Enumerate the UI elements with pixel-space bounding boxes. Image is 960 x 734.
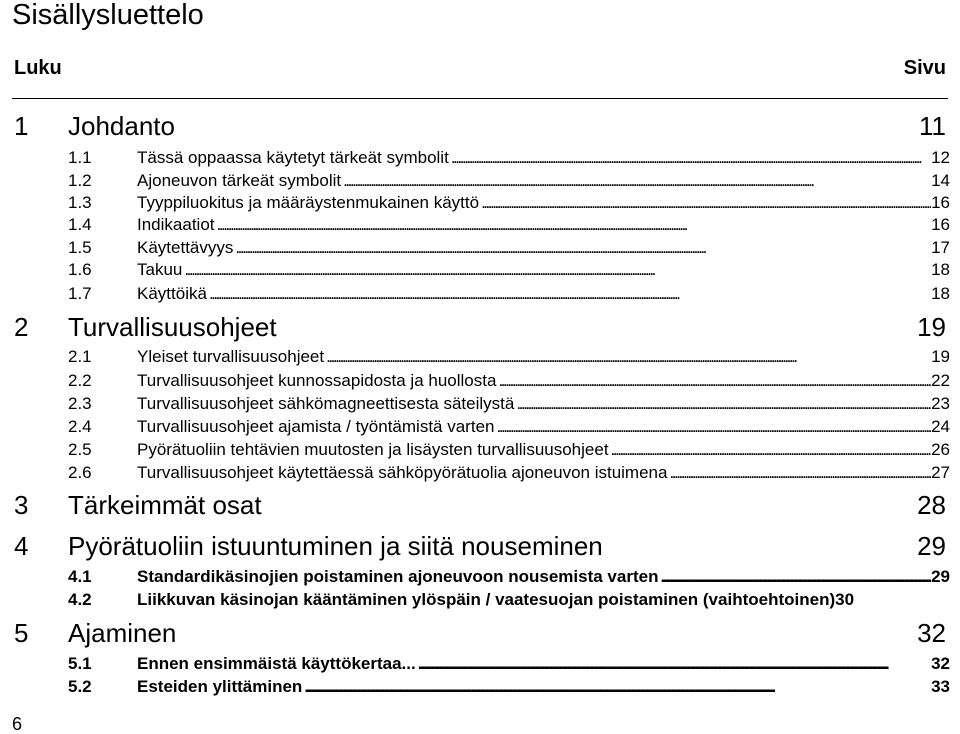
dot-leader [217, 214, 932, 236]
entry-number: 1.2 [68, 171, 92, 190]
entry-page: 27 [931, 463, 950, 482]
entry-number: 4.2 [68, 590, 92, 609]
entry-page: 23 [931, 394, 950, 413]
toc-entry[interactable] [68, 416, 950, 438]
toc-entry[interactable] [68, 170, 950, 192]
entry-number: 1.1 [68, 148, 92, 167]
toc-entry[interactable] [68, 370, 950, 392]
chapter-number: 5 [14, 618, 29, 648]
chapter-title: Turvallisuusohjeet [68, 312, 277, 342]
entry-title: Käytettävyys [137, 238, 234, 257]
page-title: Sisällysluettelo [12, 0, 204, 31]
dot-leader [496, 416, 931, 438]
dot-leader [304, 676, 931, 698]
entry-title: Turvallisuusohjeet ajamista / työntämistä varten [137, 417, 495, 436]
chapter-page: 32 [917, 618, 946, 648]
toc-entry[interactable] [68, 214, 950, 236]
dot-leader [451, 147, 931, 169]
entry-number: 2.2 [68, 371, 92, 390]
toc-entry[interactable] [68, 237, 950, 259]
chapter-number: 3 [14, 490, 29, 520]
entry-title: Ennen ensimmäistä käyttökertaa... [137, 654, 416, 673]
entry-title: Turvallisuusohjeet sähkömagneettisesta säteilystä [137, 394, 515, 413]
entry-title: Käyttöikä [137, 284, 207, 303]
entry-page: 18 [931, 260, 950, 279]
entry-number: 5.1 [68, 654, 92, 673]
entry-title: Esteiden ylittäminen [137, 677, 303, 696]
column-header-page: Sivu [903, 57, 946, 79]
entry-number: 5.2 [68, 677, 92, 696]
chapter-page: 29 [917, 531, 946, 561]
entry-page: 18 [931, 284, 950, 303]
chapter-number: 4 [14, 531, 29, 561]
entry-number: 1.3 [68, 193, 92, 212]
toc-entry[interactable] [68, 462, 950, 484]
entry-title: Pyörätuoliin tehtävien muutosten ja lisäysten turvallisuusohjeet [137, 440, 609, 459]
entry-page: 26 [931, 440, 950, 459]
chapter-page: 28 [917, 490, 946, 520]
dot-leader [611, 439, 932, 461]
dot-leader [235, 237, 931, 259]
entry-title: Liikkuvan käsinojan kääntäminen ylöspäin / vaatesuojan poistaminen (vaihtoehtoinen) [137, 590, 836, 609]
dot-leader [209, 283, 931, 305]
entry-page: 16 [931, 215, 950, 234]
toc-entry[interactable] [68, 439, 950, 461]
entry-page: 24 [931, 417, 950, 436]
entry-number: 2.6 [68, 463, 92, 482]
header-divider [12, 98, 948, 99]
entry-title: Standardikäsinojien poistaminen ajoneuvoon nousemista varten [137, 567, 659, 586]
toc-entry[interactable] [68, 589, 950, 611]
entry-title: Turvallisuusohjeet kunnossapidosta ja huollosta [137, 371, 497, 390]
entry-page: 29 [931, 567, 950, 586]
entry-number: 2.1 [68, 347, 92, 366]
chapter-title: Ajaminen [68, 618, 177, 648]
chapter-page: 19 [917, 312, 946, 342]
dot-leader [669, 462, 931, 484]
dot-leader [481, 192, 931, 214]
column-header-chapter: Luku [14, 57, 62, 79]
entry-title: Turvallisuusohjeet käytettäessä sähköpyörätuolia ajoneuvon istuimena [137, 463, 668, 482]
toc-entry[interactable] [68, 283, 950, 305]
entry-page: 30 [835, 590, 855, 609]
toc-entry[interactable] [68, 259, 950, 281]
toc-entry[interactable] [68, 192, 950, 214]
chapter-page: 11 [919, 111, 946, 141]
chapter-title: Pyörätuoliin istuuntuminen ja siitä nouseminen [68, 531, 603, 561]
entry-title: Takuu [137, 260, 183, 279]
entry-number: 2.5 [68, 440, 92, 459]
entry-page: 12 [931, 148, 950, 167]
entry-page: 17 [931, 238, 950, 257]
entry-title: Indikaatiot [137, 215, 215, 234]
entry-number: 4.1 [68, 567, 92, 586]
toc-entry[interactable] [68, 393, 950, 415]
entry-page: 32 [931, 654, 950, 673]
entry-title: Ajoneuvon tärkeät symbolit [137, 171, 342, 190]
entry-page: 33 [931, 677, 950, 696]
chapter-number: 1 [14, 111, 29, 141]
entry-page: 19 [931, 347, 950, 366]
chapter-title: Johdanto [68, 111, 175, 141]
toc-entry[interactable] [68, 653, 950, 675]
entry-title: Tyyppiluokitus ja määräystenmukainen käyttö [137, 193, 480, 212]
toc-entry[interactable] [68, 566, 950, 588]
chapter-title: Tärkeimmät osat [68, 490, 262, 520]
entry-title: Yleiset turvallisuusohjeet [137, 347, 325, 366]
entry-title: Tässä oppaassa käytetyt tärkeät symbolit [137, 148, 449, 167]
page-number: 6 [12, 714, 23, 734]
dot-leader [498, 370, 931, 392]
toc-entry[interactable] [68, 346, 950, 368]
dot-leader [184, 259, 931, 281]
entry-page: 14 [931, 171, 950, 190]
entry-number: 1.5 [68, 238, 92, 257]
dot-leader [660, 566, 931, 588]
entry-page: 16 [931, 193, 950, 212]
entry-number: 1.4 [68, 215, 92, 234]
entry-number: 2.3 [68, 394, 92, 413]
entry-number: 1.6 [68, 260, 92, 279]
toc-entry[interactable] [68, 676, 950, 698]
dot-leader [418, 653, 931, 675]
toc-entry[interactable] [68, 147, 950, 169]
entry-number: 2.4 [68, 417, 92, 436]
entry-page: 22 [931, 371, 950, 390]
dot-leader [516, 393, 931, 415]
chapter-number: 2 [14, 312, 29, 342]
entry-number: 1.7 [68, 284, 92, 303]
dot-leader [326, 346, 931, 368]
dot-leader [343, 170, 931, 192]
